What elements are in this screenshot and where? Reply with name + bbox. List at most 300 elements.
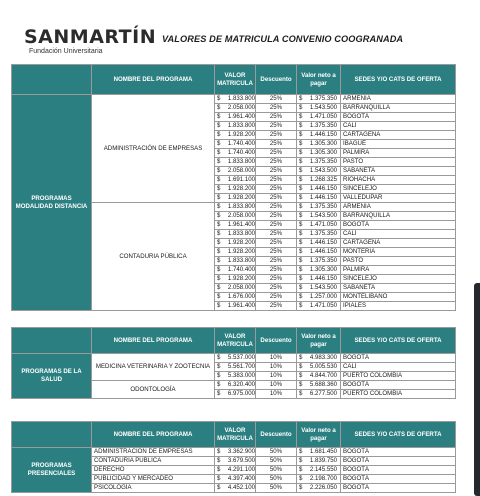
table-row [12, 448, 456, 457]
program-name: DERECHO [92, 466, 215, 475]
currency-symbol: $ [299, 212, 303, 219]
page-title: VALORES DE MATRICULA CONVENIO COOGRANADA [162, 34, 404, 44]
net-value [297, 212, 341, 221]
amount: 1.305.300 [309, 266, 337, 273]
net-value [297, 113, 341, 122]
net-value [297, 381, 341, 390]
net-value [297, 257, 341, 266]
net-value [297, 275, 341, 284]
currency-symbol: $ [217, 457, 221, 464]
net-value [297, 248, 341, 257]
discount-percent: 25% [256, 275, 297, 284]
discount-percent: 10% [256, 381, 297, 390]
category-label: PROGRAMAS PRESENCIALES [12, 448, 92, 493]
currency-symbol: $ [217, 381, 221, 388]
amount: 3.679.500 [227, 457, 255, 464]
net-value [297, 194, 341, 203]
currency-symbol: $ [299, 158, 303, 165]
program-name: ADMINISTRACIÓN DE EMPRESAS [92, 95, 215, 203]
currency-symbol: $ [217, 266, 221, 273]
currency-symbol: $ [217, 167, 221, 174]
currency-symbol: $ [299, 104, 303, 111]
header-sites: SEDES Y/O CATS DE OFERTA [341, 328, 456, 354]
tuition-value [215, 113, 256, 122]
discount-percent: 25% [256, 122, 297, 131]
amount: 1.681.450 [309, 448, 337, 455]
currency-symbol: $ [217, 448, 221, 455]
site-name: BOGOTÁ [341, 466, 456, 475]
site-name: CALÍ [341, 122, 456, 131]
currency-symbol: $ [299, 266, 303, 273]
currency-symbol: $ [299, 239, 303, 246]
currency-symbol: $ [217, 212, 221, 219]
tuition-value [215, 194, 256, 203]
currency-symbol: $ [299, 221, 303, 228]
net-value [297, 122, 341, 131]
discount-percent: 25% [256, 167, 297, 176]
header-net: Valor neto a pagar [297, 422, 341, 448]
discount-percent: 25% [256, 203, 297, 212]
currency-symbol: $ [217, 203, 221, 210]
site-name: BARRANQUILLA [341, 212, 456, 221]
site-name: MONTELIBANO [341, 293, 456, 302]
tuition-value [215, 257, 256, 266]
amount: 1.375.350 [309, 122, 337, 129]
table-header-row [12, 328, 456, 354]
amount: 1.543.500 [309, 284, 337, 291]
currency-symbol: $ [299, 95, 303, 102]
currency-symbol: $ [299, 284, 303, 291]
header-value: VALOR MATRICULA [215, 65, 256, 95]
amount: 1.833.800 [227, 158, 255, 165]
currency-symbol: $ [217, 293, 221, 300]
header-blank [12, 65, 92, 95]
currency-symbol: $ [217, 239, 221, 246]
tuition-value [215, 293, 256, 302]
amount: 4.397.400 [227, 475, 255, 482]
site-name: BOGOTÁ [341, 475, 456, 484]
discount-percent: 25% [256, 221, 297, 230]
currency-symbol: $ [217, 466, 221, 473]
currency-symbol: $ [299, 194, 303, 201]
site-name: SINCELEJO [341, 275, 456, 284]
amount: 2.145.550 [309, 466, 337, 473]
currency-symbol: $ [299, 354, 303, 361]
amount: 1.305.300 [309, 149, 337, 156]
site-name: PUERTO COLOMBIA [341, 390, 456, 399]
amount: 1.691.100 [227, 176, 255, 183]
net-value [297, 457, 341, 466]
amount: 1.928.200 [227, 275, 255, 282]
amount: 2.198.700 [309, 475, 337, 482]
discount-percent: 25% [256, 185, 297, 194]
currency-symbol: $ [299, 230, 303, 237]
discount-percent: 25% [256, 230, 297, 239]
amount: 5.005.530 [309, 363, 337, 370]
amount: 1.446.150 [309, 248, 337, 255]
net-value [297, 390, 341, 399]
amount: 4.291.100 [227, 466, 255, 473]
amount: 1.446.150 [309, 275, 337, 282]
currency-symbol: $ [299, 248, 303, 255]
discount-percent: 25% [256, 95, 297, 104]
amount: 6.975.000 [227, 390, 255, 397]
currency-symbol: $ [299, 381, 303, 388]
currency-symbol: $ [217, 104, 221, 111]
site-name: CARTAGENA [341, 131, 456, 140]
net-value [297, 475, 341, 484]
amount: 5.688.360 [309, 381, 337, 388]
amount: 1.471.050 [309, 113, 337, 120]
table-row [12, 95, 456, 104]
currency-symbol: $ [217, 158, 221, 165]
discount-percent: 50% [256, 466, 297, 475]
discount-percent: 25% [256, 176, 297, 185]
net-value [297, 363, 341, 372]
amount: 1.375.350 [309, 257, 337, 264]
header-blank [12, 328, 92, 354]
net-value [297, 354, 341, 363]
discount-percent: 25% [256, 257, 297, 266]
discount-percent: 25% [256, 149, 297, 158]
tuition-value [215, 230, 256, 239]
amount: 1.833.800 [227, 230, 255, 237]
currency-symbol: $ [217, 484, 221, 491]
tuition-value [215, 284, 256, 293]
discount-percent: 25% [256, 212, 297, 221]
discount-percent: 25% [256, 113, 297, 122]
amount: 1.375.350 [309, 203, 337, 210]
discount-percent: 50% [256, 457, 297, 466]
amount: 1.740.400 [227, 140, 255, 147]
currency-symbol: $ [217, 390, 221, 397]
site-name: BOGOTÁ [341, 457, 456, 466]
net-value [297, 158, 341, 167]
site-name: IBAGUÉ [341, 140, 456, 149]
header-value: VALOR MATRICULA [215, 328, 256, 354]
tuition-value [215, 221, 256, 230]
header-value: VALOR MATRICULA [215, 422, 256, 448]
currency-symbol: $ [217, 372, 221, 379]
amount: 4.983.300 [309, 354, 337, 361]
tuition-value [215, 302, 256, 311]
currency-symbol: $ [299, 466, 303, 473]
amount: 1.543.500 [309, 212, 337, 219]
tuition-value [215, 372, 256, 381]
discount-percent: 25% [256, 194, 297, 203]
amount: 1.471.050 [309, 302, 337, 309]
currency-symbol: $ [299, 363, 303, 370]
amount: 1.961.400 [227, 302, 255, 309]
tuition-value [215, 131, 256, 140]
currency-symbol: $ [299, 185, 303, 192]
site-name: IPIALES [341, 302, 456, 311]
amount: 1.833.800 [227, 203, 255, 210]
program-name: ADMINISTRACIÓN DE EMPRESAS [92, 448, 215, 457]
currency-symbol: $ [217, 248, 221, 255]
header-sites: SEDES Y/O CATS DE OFERTA [341, 65, 456, 95]
amount: 1.268.325 [309, 176, 337, 183]
discount-percent: 25% [256, 293, 297, 302]
currency-symbol: $ [217, 176, 221, 183]
discount-percent: 10% [256, 390, 297, 399]
table-header-row [12, 65, 456, 95]
tuition-value [215, 122, 256, 131]
amount: 5.561.700 [227, 363, 255, 370]
tuition-value [215, 95, 256, 104]
discount-percent: 25% [256, 239, 297, 248]
site-name: PALMIRA [341, 266, 456, 275]
tuition-value [215, 275, 256, 284]
category-label: PROGRAMAS DE LA SALUD [12, 354, 92, 399]
amount: 4.452.100 [227, 484, 255, 491]
discount-percent: 10% [256, 354, 297, 363]
amount: 1.446.150 [309, 131, 337, 138]
site-name: PASTO [341, 257, 456, 266]
currency-symbol: $ [217, 131, 221, 138]
tuition-value [215, 363, 256, 372]
tuition-value [215, 239, 256, 248]
amount: 3.362.900 [227, 448, 255, 455]
currency-symbol: $ [217, 122, 221, 129]
currency-symbol: $ [217, 354, 221, 361]
currency-symbol: $ [299, 131, 303, 138]
currency-symbol: $ [299, 302, 303, 309]
amount: 1.928.200 [227, 194, 255, 201]
discount-percent: 50% [256, 448, 297, 457]
net-value [297, 140, 341, 149]
amount: 1.446.150 [309, 185, 337, 192]
net-value [297, 239, 341, 248]
header-blank [12, 422, 92, 448]
currency-symbol: $ [299, 390, 303, 397]
net-value [297, 176, 341, 185]
amount: 6.320.400 [227, 381, 255, 388]
header-program: NOMBRE DEL PROGRAMA [92, 65, 215, 95]
amount: 1.446.150 [309, 194, 337, 201]
amount: 1.961.400 [227, 221, 255, 228]
net-value [297, 149, 341, 158]
site-name: CALÍ [341, 363, 456, 372]
discount-percent: 25% [256, 302, 297, 311]
currency-symbol: $ [299, 484, 303, 491]
site-name: ARMENIA [341, 203, 456, 212]
currency-symbol: $ [299, 372, 303, 379]
currency-symbol: $ [299, 167, 303, 174]
amount: 1.740.400 [227, 149, 255, 156]
site-name: BOGOTÁ [341, 221, 456, 230]
tuition-value [215, 448, 256, 457]
amount: 1.833.800 [227, 122, 255, 129]
net-value [297, 230, 341, 239]
amount: 1.676.000 [227, 293, 255, 300]
amount: 2.058.000 [227, 284, 255, 291]
site-name: BOGOTÁ [341, 448, 456, 457]
currency-symbol: $ [299, 113, 303, 120]
tuition-value [215, 466, 256, 475]
amount: 4.844.700 [309, 372, 337, 379]
discount-percent: 10% [256, 372, 297, 381]
price-table-1 [11, 64, 456, 311]
tuition-value [215, 248, 256, 257]
amount: 1.928.200 [227, 248, 255, 255]
net-value [297, 293, 341, 302]
program-name: CONTADURIA PÚBLICA [92, 457, 215, 466]
currency-symbol: $ [217, 149, 221, 156]
discount-percent: 25% [256, 158, 297, 167]
currency-symbol: $ [217, 475, 221, 482]
discount-percent: 25% [256, 104, 297, 113]
currency-symbol: $ [217, 363, 221, 370]
discount-percent: 25% [256, 248, 297, 257]
amount: 1.375.350 [309, 158, 337, 165]
amount: 1.446.150 [309, 239, 337, 246]
amount: 1.839.750 [309, 457, 337, 464]
net-value [297, 448, 341, 457]
program-name: CONTADURIA PÚBLICA [92, 203, 215, 311]
category-label: PROGRAMAS MODALIDAD DISTANCIA [12, 95, 92, 311]
currency-symbol: $ [217, 230, 221, 237]
header-discount: Descuento [256, 328, 297, 354]
amount: 5.383.000 [227, 372, 255, 379]
header-discount: Descuento [256, 422, 297, 448]
tuition-value [215, 475, 256, 484]
tuition-value [215, 149, 256, 158]
site-name: BOGOTÁ [341, 381, 456, 390]
currency-symbol: $ [217, 95, 221, 102]
currency-symbol: $ [299, 293, 303, 300]
site-name: ARMENIA [341, 95, 456, 104]
discount-percent: 50% [256, 475, 297, 484]
currency-symbol: $ [217, 194, 221, 201]
price-table-3 [11, 421, 456, 493]
tuition-value [215, 104, 256, 113]
tuition-value [215, 212, 256, 221]
currency-symbol: $ [217, 257, 221, 264]
net-value [297, 167, 341, 176]
amount: 1.305.300 [309, 140, 337, 147]
amount: 1.961.400 [227, 113, 255, 120]
tuition-value [215, 167, 256, 176]
discount-percent: 50% [256, 484, 297, 493]
currency-symbol: $ [217, 302, 221, 309]
currency-symbol: $ [217, 185, 221, 192]
amount: 1.257.000 [309, 293, 337, 300]
site-name: SABANETA [341, 284, 456, 293]
net-value [297, 104, 341, 113]
currency-symbol: $ [217, 275, 221, 282]
net-value [297, 484, 341, 493]
header-program: NOMBRE DEL PROGRAMA [92, 328, 215, 354]
amount: 1.833.800 [227, 257, 255, 264]
amount: 1.928.200 [227, 239, 255, 246]
program-name: PSICOLOGÍA [92, 484, 215, 493]
discount-percent: 25% [256, 140, 297, 149]
site-name: BOGOTÁ [341, 113, 456, 122]
tuition-value [215, 140, 256, 149]
header-program: NOMBRE DEL PROGRAMA [92, 422, 215, 448]
net-value [297, 284, 341, 293]
tuition-value [215, 457, 256, 466]
tuition-value [215, 390, 256, 399]
amount: 1.543.500 [309, 104, 337, 111]
currency-symbol: $ [299, 176, 303, 183]
header-sites: SEDES Y/O CATS DE OFERTA [341, 422, 456, 448]
net-value [297, 131, 341, 140]
table-header-row [12, 422, 456, 448]
site-name: BOGOTÁ [341, 354, 456, 363]
currency-symbol: $ [299, 457, 303, 464]
tuition-value [215, 484, 256, 493]
currency-symbol: $ [299, 149, 303, 156]
currency-symbol: $ [299, 140, 303, 147]
tuition-value [215, 176, 256, 185]
amount: 6.277.500 [309, 390, 337, 397]
amount: 2.058.000 [227, 212, 255, 219]
site-name: SABANETA [341, 167, 456, 176]
amount: 1.928.200 [227, 131, 255, 138]
net-value [297, 302, 341, 311]
currency-symbol: $ [299, 122, 303, 129]
net-value [297, 221, 341, 230]
amount: 2.058.000 [227, 104, 255, 111]
net-value [297, 203, 341, 212]
site-name: SINCELEJO [341, 185, 456, 194]
site-name: PUERTO COLOMBIA [341, 372, 456, 381]
site-name: MONTERIA [341, 248, 456, 257]
net-value [297, 466, 341, 475]
program-name: MEDICINA VETERINARIA Y ZOOTECNIA [92, 354, 215, 381]
net-value [297, 372, 341, 381]
amount: 1.375.350 [309, 95, 337, 102]
site-name: VALLEDUPAR [341, 194, 456, 203]
net-value [297, 185, 341, 194]
price-table-2 [11, 327, 456, 399]
logo-subtitle: Fundación Universitaria [29, 48, 103, 55]
site-name: PALMIRA [341, 149, 456, 158]
program-name: ODONTOLOGÍA [92, 381, 215, 399]
site-name: CALÍ [341, 230, 456, 239]
tuition-value [215, 266, 256, 275]
header-net: Valor neto a pagar [297, 328, 341, 354]
discount-percent: 25% [256, 266, 297, 275]
logo-name: SANMARTÍN [24, 26, 157, 48]
site-name: RIOHACHA [341, 176, 456, 185]
amount: 1.928.200 [227, 185, 255, 192]
currency-symbol: $ [299, 448, 303, 455]
currency-symbol: $ [217, 284, 221, 291]
net-value [297, 266, 341, 275]
site-name: BARRANQUILLA [341, 104, 456, 113]
tuition-value [215, 203, 256, 212]
currency-symbol: $ [217, 113, 221, 120]
currency-symbol: $ [217, 140, 221, 147]
amount: 2.226.050 [309, 484, 337, 491]
header-net: Valor neto a pagar [297, 65, 341, 95]
amount: 2.058.000 [227, 167, 255, 174]
logo [24, 27, 156, 56]
amount: 1.833.800 [227, 95, 255, 102]
discount-percent: 10% [256, 363, 297, 372]
program-name: PUBLICIDAD Y MERCADEO [92, 475, 215, 484]
tuition-value [215, 185, 256, 194]
scrollbar[interactable] [474, 283, 480, 496]
site-name: PASTO [341, 158, 456, 167]
amount: 1.375.350 [309, 230, 337, 237]
amount: 1.543.500 [309, 167, 337, 174]
amount: 1.740.400 [227, 266, 255, 273]
header-discount: Descuento [256, 65, 297, 95]
